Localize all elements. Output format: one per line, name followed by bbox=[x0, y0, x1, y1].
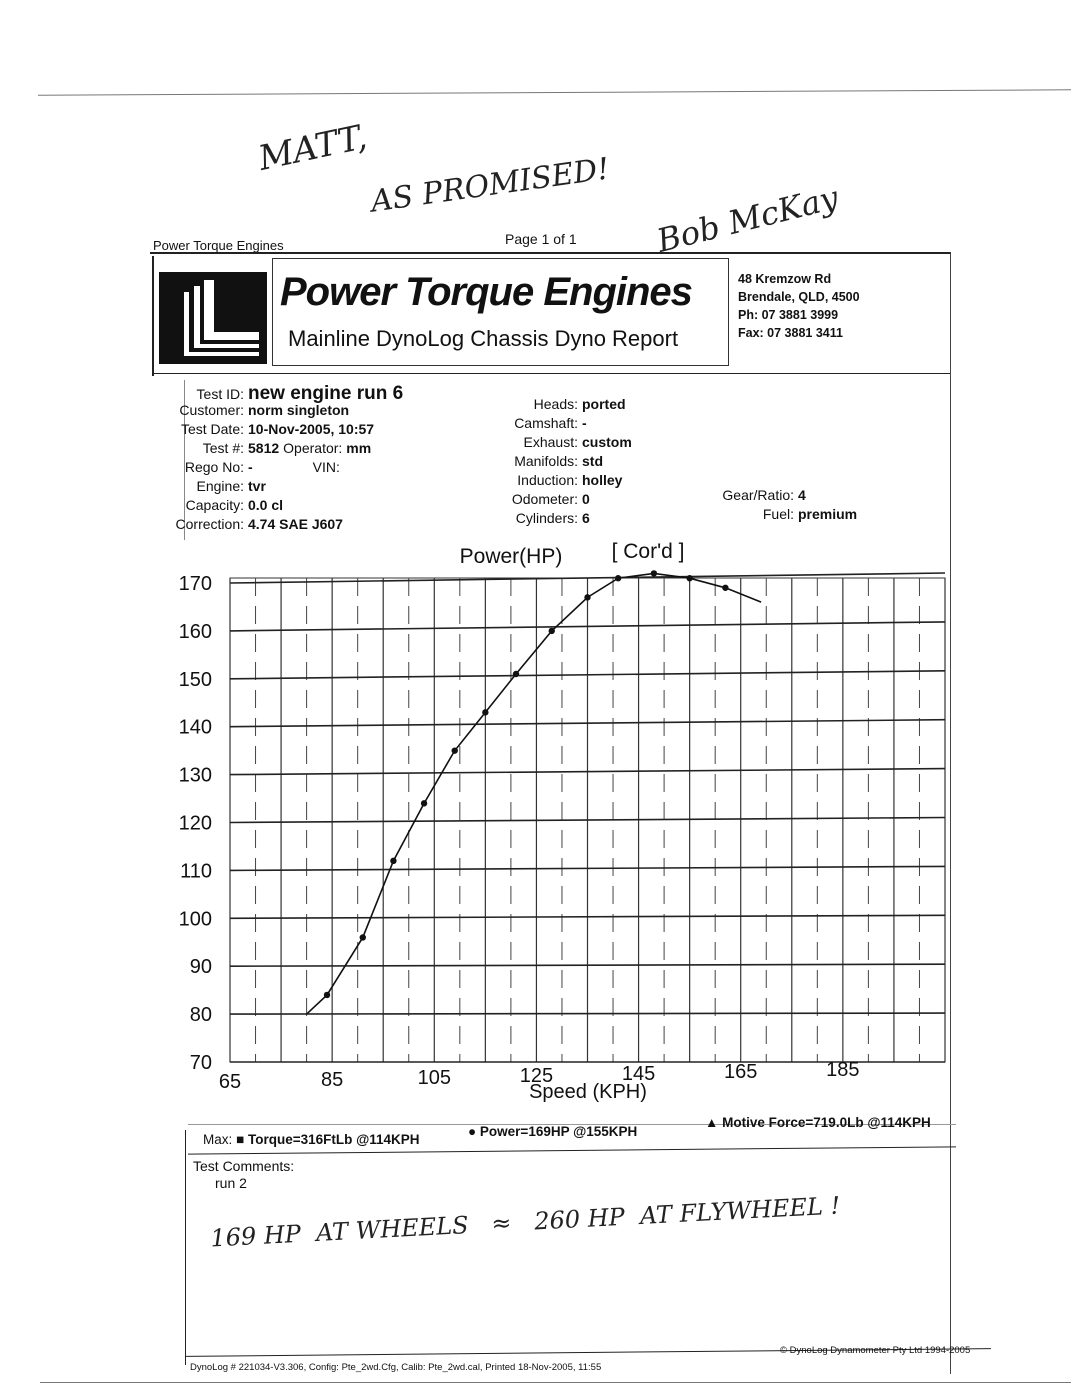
info-value: custom bbox=[582, 434, 632, 450]
y-tick-label: 70 bbox=[189, 1052, 212, 1074]
info-label: Odometer: bbox=[511, 491, 578, 507]
torque-marker-icon: ■ bbox=[236, 1132, 245, 1147]
info-label: Correction: bbox=[175, 516, 244, 532]
info-label: Exhaust: bbox=[523, 434, 578, 450]
info-value: std bbox=[582, 453, 603, 469]
phone-number: Ph: 07 3881 3999 bbox=[738, 308, 839, 322]
footer-copyright: © DynoLog Dynamometer Pty Ltd 1994-2005 bbox=[780, 1345, 971, 1356]
power-data-point bbox=[584, 594, 590, 600]
info-value: new engine run 6 bbox=[248, 383, 404, 404]
y-tick-label: 110 bbox=[180, 860, 212, 883]
x-tick-label: 165 bbox=[724, 1061, 758, 1083]
info-label: Test #: bbox=[202, 440, 244, 456]
power-marker-icon: ● bbox=[468, 1124, 477, 1139]
handwritten-greeting: MATT, bbox=[255, 117, 371, 179]
y-tick-label: 80 bbox=[189, 1004, 212, 1027]
motive-marker-icon: ▲ bbox=[705, 1115, 719, 1130]
max-torque: Torque=316FtLb @114KPH bbox=[247, 1132, 420, 1147]
info-label: Customer: bbox=[179, 402, 244, 418]
info-value: 6 bbox=[582, 510, 590, 526]
info-value: 4 bbox=[798, 487, 806, 503]
handwritten-note: 169 HP AT WHEELS ≈ 260 HP AT FLYWHEEL ! bbox=[209, 1191, 841, 1253]
info-value: - bbox=[582, 415, 587, 431]
scan-bottom-line bbox=[40, 1382, 1071, 1383]
info-label: Induction: bbox=[517, 472, 578, 488]
power-data-point bbox=[549, 628, 555, 634]
y-tick-label: 90 bbox=[189, 956, 212, 979]
footer-config: DynoLog # 221034-V3.306, Config: Pte_2wd.Cfg, Calib: Pte_2wd.cal, Printed 18-Nov-2005, 11:55 bbox=[190, 1362, 602, 1373]
info-label: Fuel: bbox=[762, 506, 794, 522]
x-tick-label: 125 bbox=[519, 1065, 554, 1087]
info-value: premium bbox=[798, 506, 858, 522]
info-value: - bbox=[248, 459, 253, 475]
info-extra-value: mm bbox=[346, 440, 372, 456]
power-data-point bbox=[452, 747, 458, 753]
info-value: 0.0 cl bbox=[248, 497, 284, 513]
y-tick-label: 170 bbox=[178, 573, 212, 595]
max-motive-row bbox=[705, 1115, 931, 1130]
page-indicator: Page 1 of 1 bbox=[505, 231, 577, 247]
info-extra-label: VIN: bbox=[312, 459, 340, 475]
info-label: Cylinders: bbox=[515, 510, 578, 526]
company-name: Power Torque Engines bbox=[280, 270, 692, 314]
power-data-point bbox=[421, 800, 427, 806]
max-power-row bbox=[468, 1124, 637, 1139]
info-value: 10-Nov-2005, 10:57 bbox=[248, 421, 375, 437]
y-tick-label: 140 bbox=[178, 716, 212, 739]
address-line2: Brendale, QLD, 4500 bbox=[738, 290, 860, 304]
max-power: Power=169HP @155KPH bbox=[479, 1124, 638, 1139]
chart-title: Power(HP) bbox=[459, 545, 563, 568]
company-top-left: Power Torque Engines bbox=[153, 238, 284, 253]
grid-line-horizontal bbox=[230, 964, 945, 966]
info-label: Heads: bbox=[533, 396, 578, 412]
info-label: Engine: bbox=[196, 478, 244, 494]
info-label: Gear/Ratio: bbox=[722, 487, 794, 503]
power-data-point bbox=[360, 934, 366, 940]
power-data-point bbox=[686, 575, 692, 581]
info-label: Test Date: bbox=[180, 421, 244, 437]
y-tick-label: 160 bbox=[178, 620, 212, 643]
x-tick-label: 105 bbox=[417, 1067, 451, 1089]
report-frame-left-lower bbox=[185, 1130, 186, 1365]
info-value: norm singleton bbox=[248, 402, 350, 418]
x-tick-label: 85 bbox=[321, 1069, 344, 1091]
info-value: ported bbox=[582, 396, 626, 412]
info-label: Rego No: bbox=[184, 459, 244, 475]
y-tick-label: 100 bbox=[178, 908, 212, 931]
address-line1: 48 Kremzow Rd bbox=[738, 272, 832, 286]
power-data-point bbox=[651, 570, 657, 576]
x-tick-label: 145 bbox=[621, 1063, 656, 1085]
fax-number: Fax: 07 3881 3411 bbox=[738, 326, 843, 340]
info-label: Camshaft: bbox=[514, 415, 578, 431]
chart-subtitle: [ Cor'd ] bbox=[611, 540, 685, 563]
info-value: 0 bbox=[582, 491, 590, 507]
info-label: Manifolds: bbox=[514, 453, 578, 469]
info-value: 5812 bbox=[248, 440, 280, 456]
power-data-point bbox=[513, 671, 519, 677]
handwritten-promised: AS PROMISED! bbox=[368, 151, 612, 220]
power-data-point bbox=[482, 709, 488, 715]
comments-label: Test Comments: bbox=[193, 1158, 295, 1174]
x-tick-label: 65 bbox=[218, 1071, 242, 1093]
y-tick-label: 150 bbox=[178, 668, 212, 691]
power-data-point bbox=[722, 585, 728, 591]
x-axis-label: Speed (KPH) bbox=[529, 1081, 647, 1103]
y-tick-label: 120 bbox=[178, 812, 212, 835]
report-title: Mainline DynoLog Chassis Dyno Report bbox=[288, 326, 679, 351]
grid-line-horizontal bbox=[230, 1013, 945, 1014]
max-label: Max: bbox=[203, 1132, 233, 1147]
info-value: holley bbox=[582, 472, 623, 488]
power-series-line bbox=[307, 573, 762, 1014]
info-label: Capacity: bbox=[185, 497, 244, 513]
info-value: tvr bbox=[248, 478, 266, 494]
info-extra-label: Operator: bbox=[283, 440, 343, 456]
info-value: 4.74 SAE J607 bbox=[248, 516, 343, 532]
power-data-point bbox=[615, 575, 621, 581]
max-motive: Motive Force=719.0Lb @114KPH bbox=[722, 1115, 931, 1130]
power-data-point bbox=[390, 858, 396, 864]
y-tick-label: 130 bbox=[178, 764, 212, 787]
max-line bbox=[203, 1132, 420, 1147]
comments-text: run 2 bbox=[215, 1175, 247, 1191]
x-tick-label: 185 bbox=[826, 1059, 860, 1081]
info-label: Test ID: bbox=[196, 386, 244, 402]
handwritten-signature: Bob McKay bbox=[653, 178, 843, 260]
power-data-point bbox=[324, 992, 330, 998]
